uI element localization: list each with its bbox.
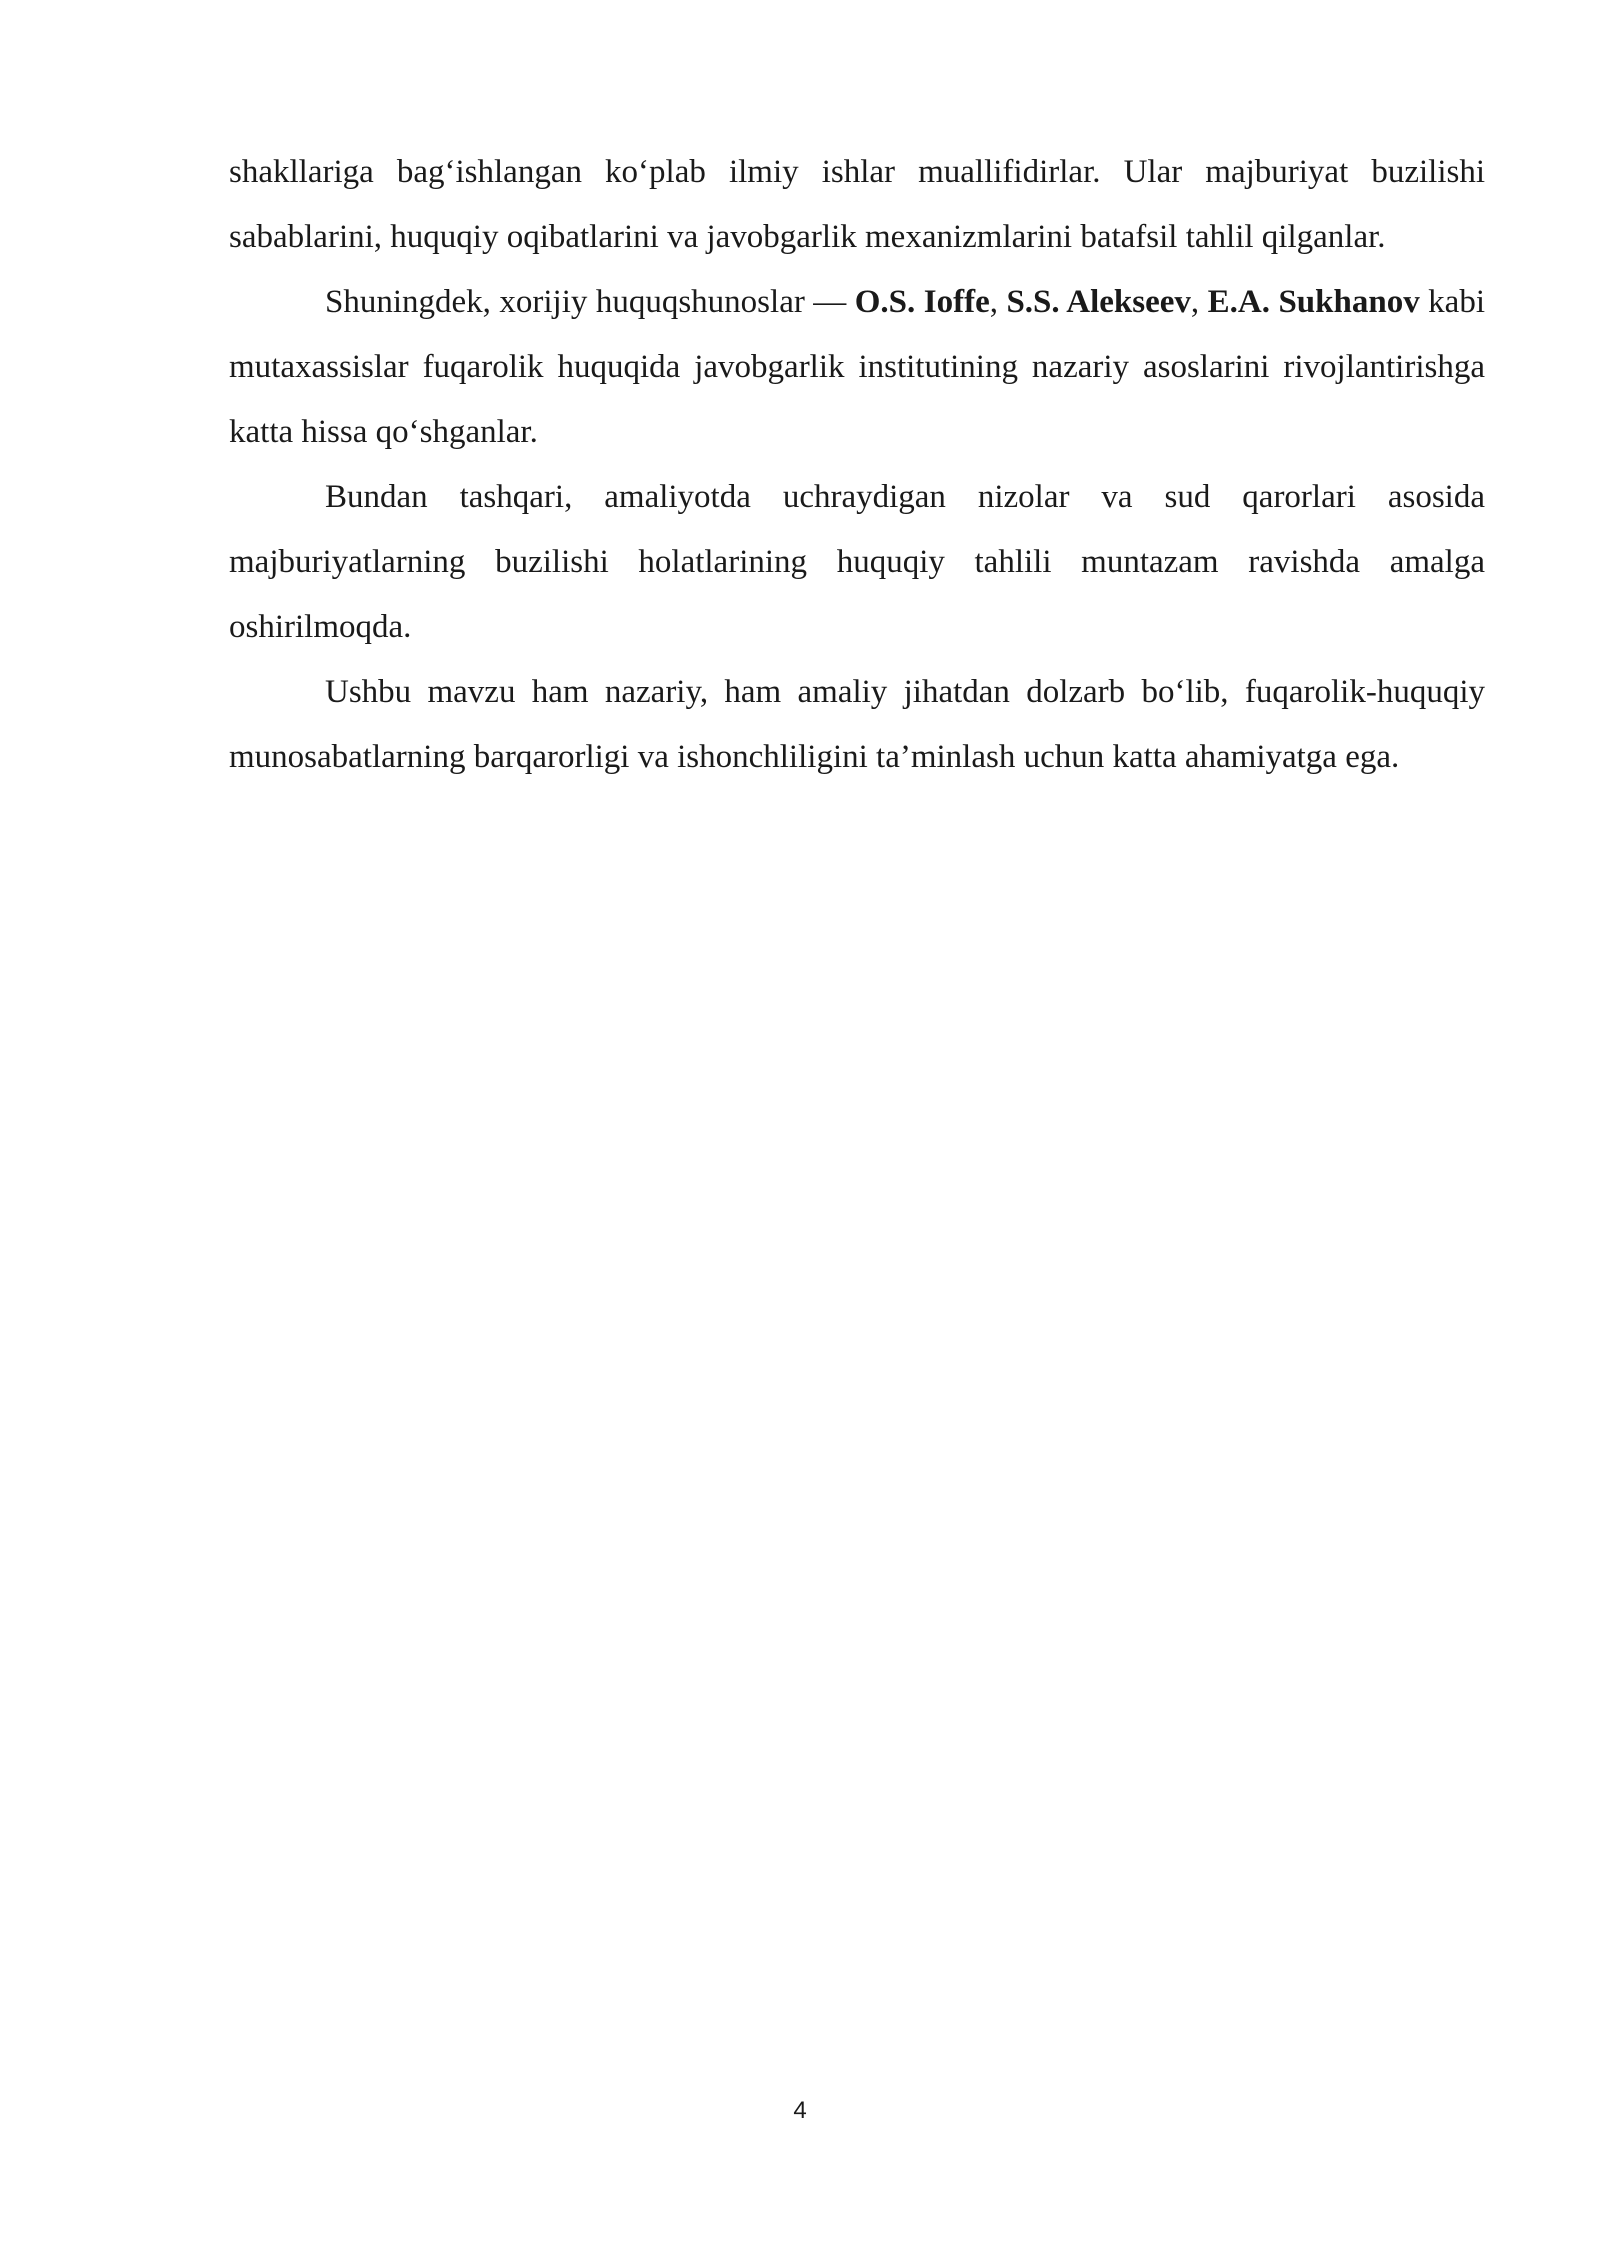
author-name: O.S. Ioffe [854, 284, 990, 320]
paragraph-relevance: Ushbu mavzu ham nazariy, ham amaliy jihatdan dolzarb bo‘lib, fuqarolik-huquqiy munosabatlarning barqarorligi va ishonchliligini ta’minlash uchun katta ahamiyatga ega. [229, 674, 1485, 775]
paragraph-continuation: shakllariga bag‘ishlangan ko‘plab ilmiy ishlar muallifidirlar. Ular majburiyat buzilishi sabablarini, huquqiy oqibatlarini va javobgarlik mexanizmlarini batafsil tahlil qilganlar. [229, 154, 1485, 255]
separator: , [1190, 284, 1208, 320]
author-name: E.A. Sukhanov [1207, 284, 1420, 320]
page-number: 4 [793, 2097, 807, 2124]
paragraph-practice: Bundan tashqari, amaliyotda uchraydigan nizolar va sud qarorlari asosida majburiyatlarning buzilishi holatlarining huquqiy tahlili muntazam ravishda amalga oshirilmoqda. [229, 479, 1485, 645]
separator: , [989, 284, 1007, 320]
author-name: S.S. Alekseev [1006, 284, 1191, 320]
paragraph-foreign-scholars [229, 270, 1485, 465]
text-body [229, 140, 1485, 790]
paragraph-intro: Shuningdek, xorijiy huquqshunoslar — [325, 284, 855, 320]
paragraph-rest: kabi mutaxassislar fuqarolik huquqida javobgarlik institutining nazariy asoslarini rivojlantirishga katta hissa qo‘shganlar. [229, 284, 1485, 450]
